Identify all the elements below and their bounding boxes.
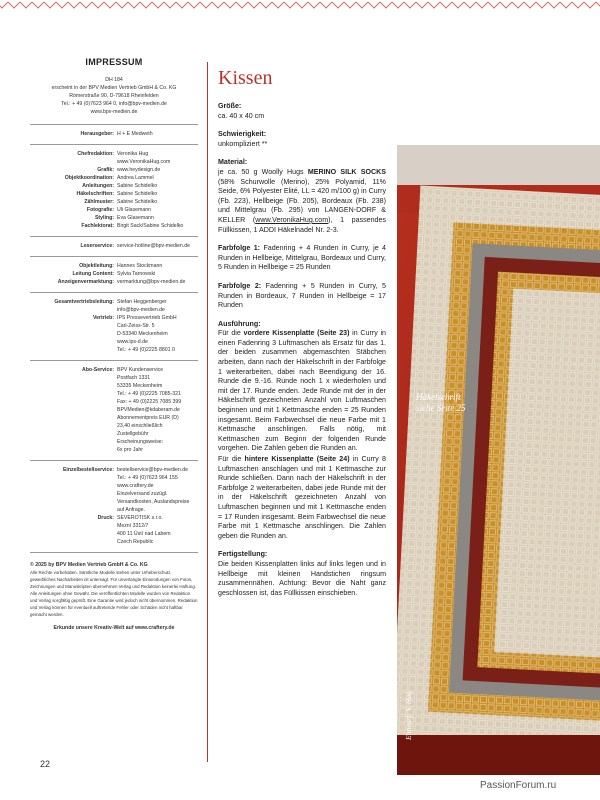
execution-back-paragraph xyxy=(218,455,386,541)
scallop-mark xyxy=(404,2,416,8)
color-sequence-1-label: Farbfolge 1: xyxy=(218,244,261,253)
material-text xyxy=(218,168,386,235)
scallop-border-svg xyxy=(0,0,600,14)
impressum-row-value: SEVEROTISK s.r.o. xyxy=(117,515,163,521)
impressum-row-label xyxy=(30,506,117,514)
impressum-row-value: info@bpv-medien.de xyxy=(117,307,165,313)
material-heading: Material: xyxy=(218,158,248,167)
impressum-row xyxy=(30,214,198,222)
impressum-row-value: auf Anfrage. xyxy=(117,507,145,513)
impressum-row-value: Uli Glasemann xyxy=(117,207,152,213)
impressum-row-label: Abo-Service: xyxy=(82,367,114,373)
impressum-row xyxy=(30,346,198,354)
crochet-chart-caption xyxy=(416,392,465,414)
impressum-divider xyxy=(30,460,198,461)
scallop-mark xyxy=(500,2,512,8)
impressum-divider xyxy=(30,144,198,145)
impressum-row-value: Sabine Schidelko xyxy=(117,183,158,189)
impressum-row-label: Grafik: xyxy=(97,167,114,173)
impressum-row xyxy=(30,190,198,198)
impressum-group-editorial xyxy=(30,150,198,230)
impressum-row-value: Versandkosten, Auslandspreise xyxy=(117,499,190,505)
impressum-row-label: Gesamtvertriebsleitung: xyxy=(54,299,114,305)
scallop-mark xyxy=(452,2,464,8)
impressum-row xyxy=(30,222,198,230)
impressum-row xyxy=(30,522,198,530)
scallop-mark xyxy=(140,2,152,8)
impressum-row xyxy=(30,298,198,306)
caption-line-2: siehe Seite 25 xyxy=(416,403,466,413)
scallop-mark xyxy=(8,2,20,8)
impressum-row-value: 400 11 Ústí nad Labem xyxy=(117,531,171,537)
scallop-mark xyxy=(524,2,536,8)
scallop-mark xyxy=(596,2,600,8)
impressum-row-label: Objektleitung: xyxy=(79,263,114,269)
color-sequence-2-label: Farbfolge 2: xyxy=(218,281,262,290)
impressum-head-line: www.bpv-medien.de xyxy=(90,109,138,115)
impressum-row-value: 23,40 einschließlich xyxy=(117,423,163,429)
execution-front-bold: vordere Kissenplatte (Seite 23) xyxy=(243,329,350,338)
impressum-row xyxy=(30,374,198,382)
scallop-mark xyxy=(536,2,548,8)
impressum-group-orders-print xyxy=(30,466,198,546)
impressum-row xyxy=(30,198,198,206)
scallop-mark xyxy=(236,2,248,8)
scallop-mark xyxy=(212,2,224,8)
impressum-row-label xyxy=(30,530,117,538)
impressum-head-line: Tel.: + 49 (0)7623 964 0, info@bpv-medien.de xyxy=(61,101,167,107)
impressum-row-value: bestellservice@bpv-medien.de xyxy=(117,467,189,473)
impressum-row-value: Abonnementpreis EUR (D) xyxy=(117,415,179,421)
impressum-row-label: Objektkoordination: xyxy=(64,175,114,181)
impressum-row-value: Tel.: + 49 (0)2225 8801 0 xyxy=(117,347,175,353)
impressum-row-value: IPS Pressevertrieb GmbH xyxy=(117,315,177,321)
impressum-row xyxy=(30,398,198,406)
finishing-text: Die beiden Kissenplatten links auf links legen und in Hellbeige mit kleinen Handstichen ringsum zusammennähen. Achtung: Bevor die Naht ganz geschlossen ist, das Füllkissen einschieben. xyxy=(218,559,386,597)
impressum-row xyxy=(30,322,198,330)
impressum-row-value: BPV Kundenservice xyxy=(117,367,164,373)
scallop-mark xyxy=(476,2,488,8)
scallop-mark xyxy=(104,2,116,8)
design-credit: Entwurf: V. Hug xyxy=(404,691,413,740)
scallop-mark xyxy=(68,2,80,8)
execution-heading: Ausführung: xyxy=(218,319,261,328)
impressum-row-label: Anleitungen: xyxy=(82,183,114,189)
difficulty-value: unkompliziert ** xyxy=(218,139,268,148)
impressum-title: IMPRESSUM xyxy=(85,57,143,67)
finishing-heading: Fertigstellung: xyxy=(218,550,268,559)
impressum-row-label xyxy=(30,422,117,430)
impressum-row-label xyxy=(30,522,117,530)
impressum-row-label: Einzelbestellservice: xyxy=(62,467,114,473)
material-text-pre: je ca. 50 g Woolly Hugs xyxy=(218,167,308,176)
impressum-publisher-block xyxy=(30,76,198,116)
impressum-row xyxy=(30,278,198,286)
impressum-divider xyxy=(30,236,198,237)
scallop-mark xyxy=(32,2,44,8)
impressum-row-label xyxy=(30,338,117,346)
scallop-mark xyxy=(152,2,164,8)
impressum-row xyxy=(30,390,198,398)
impressum-row xyxy=(30,490,198,498)
scallop-mark xyxy=(116,2,128,8)
top-decorative-border xyxy=(0,0,600,14)
impressum-row xyxy=(30,314,198,322)
impressum-row-label: Herausgeber: xyxy=(80,131,114,137)
scallop-mark xyxy=(44,2,56,8)
impressum-row-value: Fax: + 49 (0)2225 7085 399 xyxy=(117,399,182,405)
impressum-row-label: Druck: xyxy=(97,515,114,521)
material-text-post: ), 1 passendes Füllkissen, 1 ADDI Häkelnadel Nr. 2-3. xyxy=(218,215,386,234)
scallop-mark xyxy=(272,2,284,8)
scallop-mark xyxy=(356,2,368,8)
impressum-row-label: Vertrieb: xyxy=(92,315,114,321)
color-sequence-1-text: Fadenring + 4 Runden in Curry, je 4 Runden in Hellbeige, Mittelgrau, Bordeaux und Curry, 5 Runden in Hellbeige = 25 Runden xyxy=(218,244,386,272)
impressum-row xyxy=(30,330,198,338)
scallop-mark xyxy=(56,2,68,8)
size-value: ca. 40 x 40 cm xyxy=(218,111,265,120)
impressum-row-value: www.VeronikaHug.com xyxy=(117,159,171,165)
impressum-column xyxy=(30,58,198,632)
impressum-row-label: Häkelschriften: xyxy=(76,191,114,197)
scallop-mark xyxy=(416,2,428,8)
impressum-row-label xyxy=(30,414,117,422)
impressum-row-value: service-hotline@bpv-medien.de xyxy=(117,243,191,249)
scallop-mark xyxy=(344,2,356,8)
impressum-row xyxy=(30,530,198,538)
impressum-row-value: BPVMedien@kdaberam.de xyxy=(117,407,180,413)
impressum-row-label xyxy=(30,390,117,398)
impressum-row xyxy=(30,130,198,138)
impressum-group-reader-service xyxy=(30,242,198,250)
scallop-mark xyxy=(464,2,476,8)
impressum-row xyxy=(30,158,198,166)
impressum-group-subscription xyxy=(30,366,198,454)
impressum-row xyxy=(30,414,198,422)
impressum-row-label xyxy=(30,398,117,406)
impressum-row xyxy=(30,174,198,182)
impressum-divider xyxy=(30,360,198,361)
impressum-row xyxy=(30,446,198,454)
scallop-mark xyxy=(92,2,104,8)
impressum-row-label xyxy=(30,430,117,438)
size-heading: Größe: xyxy=(218,102,242,110)
cushion-illustration xyxy=(397,145,600,775)
impressum-row-label: Leserservice: xyxy=(80,243,114,249)
scallop-mark xyxy=(176,2,188,8)
impressum-row-value: H + E Medweth xyxy=(117,131,153,137)
impressum-row xyxy=(30,150,198,158)
impressum-row-label: Leitung Content: xyxy=(72,271,114,277)
execution-back-pre: Für die xyxy=(218,455,245,463)
impressum-row xyxy=(30,482,198,490)
impressum-row xyxy=(30,338,198,346)
scallop-mark xyxy=(0,2,8,8)
impressum-row-label xyxy=(30,374,117,382)
site-watermark: PassionForum.ru xyxy=(480,780,557,791)
impressum-row-value: Tel.: + 49 (0)7623 964 155 xyxy=(117,475,178,481)
impressum-row-value: Carl-Zeiss-Str. 5 xyxy=(117,323,155,329)
impressum-row-value: 53335 Meckenheim xyxy=(117,383,163,389)
scallop-mark xyxy=(20,2,32,8)
impressum-head-line: Römerstraße 90, D-79618 Rheinfelden xyxy=(69,93,159,99)
impressum-row xyxy=(30,366,198,374)
impressum-divider xyxy=(30,124,198,125)
impressum-row xyxy=(30,262,198,270)
article-title: Kissen xyxy=(218,67,273,89)
crochet-cushion xyxy=(397,185,600,760)
scallop-mark xyxy=(308,2,320,8)
scallop-mark xyxy=(80,2,92,8)
scallop-mark xyxy=(440,2,452,8)
impressum-row-value: Einzelversand zuzügl. xyxy=(117,491,168,497)
scallop-mark xyxy=(548,2,560,8)
scallop-mark xyxy=(380,2,392,8)
impressum-head-line: DH 184 xyxy=(105,77,123,83)
impressum-row-label xyxy=(30,438,117,446)
sofa-shadow xyxy=(397,735,600,775)
impressum-row-value: Sabine Schidelko xyxy=(117,191,158,197)
impressum-row-label xyxy=(30,538,117,546)
impressum-row-label: Anzeigenvermarktung: xyxy=(57,279,114,285)
impressum-row-value: vermarktung@bpv-medien.de xyxy=(117,279,186,285)
impressum-row-value: D-53340 Meckenheim xyxy=(117,331,168,337)
impressum-row xyxy=(30,422,198,430)
impressum-row-label xyxy=(30,406,117,414)
impressum-row-label xyxy=(30,482,117,490)
impressum-row xyxy=(30,438,198,446)
scallop-mark xyxy=(284,2,296,8)
impressum-group-distribution xyxy=(30,298,198,354)
impressum-row-label: Styling: xyxy=(94,215,114,221)
impressum-divider xyxy=(30,256,198,257)
scallop-mark xyxy=(368,2,380,8)
scallop-mark xyxy=(512,2,524,8)
impressum-row xyxy=(30,206,198,214)
difficulty-heading: Schwierigkeit: xyxy=(218,130,267,139)
impressum-row-label xyxy=(30,382,117,390)
impressum-divider xyxy=(30,292,198,293)
impressum-row-label: Fachlektorat: xyxy=(81,223,114,229)
scallop-mark xyxy=(320,2,332,8)
impressum-row-value: Eva Glasemann xyxy=(117,215,154,221)
scallop-mark xyxy=(164,2,176,8)
impressum-copyright: © 2025 by BPV Medien Vertrieb GmbH & Co. KG xyxy=(30,562,148,568)
impressum-row xyxy=(30,506,198,514)
color-sequence-1 xyxy=(218,244,386,273)
execution-back-bold: hintere Kissenplatte (Seite 24) xyxy=(244,455,350,463)
impressum-row xyxy=(30,182,198,190)
impressum-row-value: www.craftery.de xyxy=(117,483,154,489)
scallop-mark xyxy=(332,2,344,8)
color-sequence-2 xyxy=(218,282,386,311)
impressum-row-label: Zählmuster: xyxy=(84,199,114,205)
impressum-row-value: Andrea Lammel xyxy=(117,175,154,181)
impressum-row-label xyxy=(30,490,117,498)
impressum-row-value: www.ips-d.de xyxy=(117,339,148,345)
page-number: 22 xyxy=(40,759,51,769)
impressum-row-value: Zustellgebühr xyxy=(117,431,149,437)
impressum-row xyxy=(30,306,198,314)
impressum-row-value: Hannes Stockmann xyxy=(117,263,163,269)
column-divider-line xyxy=(207,62,208,762)
impressum-row-value: Stefan Heggenberger xyxy=(117,299,167,305)
impressum-group-management xyxy=(30,262,198,286)
impressum-row-value: Mezní 3312/7 xyxy=(117,523,149,529)
scallop-mark xyxy=(560,2,572,8)
impressum-row-value: Tel.: + 49 (0)2225 7085-321 xyxy=(117,391,181,397)
impressum-row-label xyxy=(30,346,117,354)
material-brand: MERINO SILK SOCKS xyxy=(307,167,386,176)
impressum-row xyxy=(30,430,198,438)
impressum-row-label xyxy=(30,446,117,454)
impressum-row xyxy=(30,538,198,546)
scallop-mark xyxy=(128,2,140,8)
scallop-mark xyxy=(428,2,440,8)
scallop-mark xyxy=(488,2,500,8)
scallop-mark xyxy=(200,2,212,8)
impressum-row-value: 6x pro Jahr xyxy=(117,447,143,453)
execution-front-pre: Für die xyxy=(218,329,244,338)
impressum-row-label: Chefredaktion: xyxy=(77,151,114,157)
impressum-row xyxy=(30,406,198,414)
impressum-row xyxy=(30,474,198,482)
impressum-row-label xyxy=(30,306,117,314)
impressum-group-publisher xyxy=(30,130,198,138)
impressum-row-value: Birgit Sack/Sabine Schidelko xyxy=(117,223,184,229)
color-sequence-2-text: Fadenring + 5 Runden in Curry, 5 Runden in Bordeaux, 7 Runden in Hellbeige = 17 Runden xyxy=(218,281,386,310)
execution-back-text: in Curry 8 Luftmaschen anschlagen und mit 1 Kettmasche zur Runde schließen. Dann nach der Häkelschrift in der Farbfolge 2 weiterarbeiten, dabei jede Runde mit der in der Häkelschrift gezeichneten Anzahl von Luftmaschen beginnen und mit 1 Kettmasche enden = 17 Runden insgesamt. Beim Farbwechsel die neue Farbe mit 1 Kettmasche anschlingen. Die Zahlen geben die Runden an. xyxy=(218,455,386,540)
impressum-row-value: Sabine Schidelko xyxy=(117,199,158,205)
impressum-row-label: Fotografie: xyxy=(86,207,114,213)
impressum-divider xyxy=(30,552,198,553)
scallop-mark xyxy=(392,2,404,8)
caption-line-1: Häkelschrift xyxy=(416,392,461,402)
execution-front-text: in Curry in einen Fadenring 3 Luftmaschen als Ersatz für das 1. der beiden zusammen abgemaschten Stäbchen arbeiten, dann nach der Häkelschrift in der Farbfolge 1 weiterarbeiten, dabei nach Beendigung der 16. Runde die 9.-16. Runde noch 1 x wiederholen und mit der 17. Runde enden. Jede Runde mit der in der Häkelschrift gezeichneten Anzahl von Luftmaschen beginnen und mit 1 Kettmasche enden = 25 Runden insgesamt. Beim Farbwechsel die neue Farbe mit 1 Kettmasche anschlingen. Falls nötig, mit Kettmaschen zum Beginn der folgenden Runde vorgehen. Die Zahlen geben die Runden an. xyxy=(218,329,386,453)
impressum-row-label xyxy=(30,330,117,338)
impressum-row-label xyxy=(30,322,117,330)
scallop-mark xyxy=(584,2,596,8)
scallop-mark xyxy=(296,2,308,8)
impressum-row xyxy=(30,514,198,522)
impressum-row-value: Erscheinungsweise: xyxy=(117,439,164,445)
impressum-row-value: Sylvia Tarnowski xyxy=(117,271,156,277)
impressum-footer-link: Erkunde unsere Kreativ-Welt auf www.craftery.de xyxy=(53,625,175,631)
wall-background xyxy=(397,145,600,185)
impressum-row-value: Postfach 1331 xyxy=(117,375,151,381)
impressum-row xyxy=(30,382,198,390)
material-website-link[interactable]: www.VeronikaHug.com xyxy=(255,215,329,224)
impressum-row xyxy=(30,466,198,474)
impressum-row-label xyxy=(30,474,117,482)
impressum-legal-text: Alle Rechte vorbehalten. Sämtliche Modelle stehen unter Urheberschutz, gewerbliches Nacharbeiten ist untersagt. Für unverlangte Einsendungen von Fotos, Zeichnungen und Manuskripten übernehmen Verlag und Redaktion keinerlei Haftung. Alle Anleitungen ohne Gewähr. Die veröffentlichten Modelle wurden von Redaktion und Verlag sorgfältig geprüft. Eine Garantie wird jedoch nicht übernommen. Redaktion und Verlag können für eventuell auftretende Fehler oder Schäden nicht haftbar gemacht werden. xyxy=(30,570,198,617)
cushion-photo xyxy=(397,145,600,775)
impressum-row xyxy=(30,166,198,174)
article-column xyxy=(218,66,386,607)
impressum-row-label xyxy=(30,158,117,166)
impressum-row xyxy=(30,242,198,250)
impressum-row-value: Czech Republic xyxy=(117,539,154,545)
material-text-body: (58% Schurwolle (Merino), 25% Polyamid, 11% Seide, 6% Polyester Elité, LL = 420 m/100 g) in Curry (Fb. 223), Hellbeige (Fb. 205), Bordeaux (Fb. 238) und Mittelgrau (Fb. 295) von LANGEN-DORF & KELLER ( xyxy=(218,177,386,224)
scallop-mark xyxy=(260,2,272,8)
execution-front-paragraph xyxy=(218,329,386,454)
scallop-mark xyxy=(224,2,236,8)
scallop-mark xyxy=(572,2,584,8)
scallop-mark xyxy=(248,2,260,8)
impressum-row-value: Veronika Hug xyxy=(117,151,149,157)
impressum-row-label xyxy=(30,498,117,506)
impressum-row xyxy=(30,270,198,278)
impressum-head-line: erscheint in der BPV Medien Vertrieb GmbH & Co. KG xyxy=(51,85,177,91)
impressum-row-value: www.heydesign.de xyxy=(117,167,161,173)
scallop-mark xyxy=(188,2,200,8)
impressum-row xyxy=(30,498,198,506)
